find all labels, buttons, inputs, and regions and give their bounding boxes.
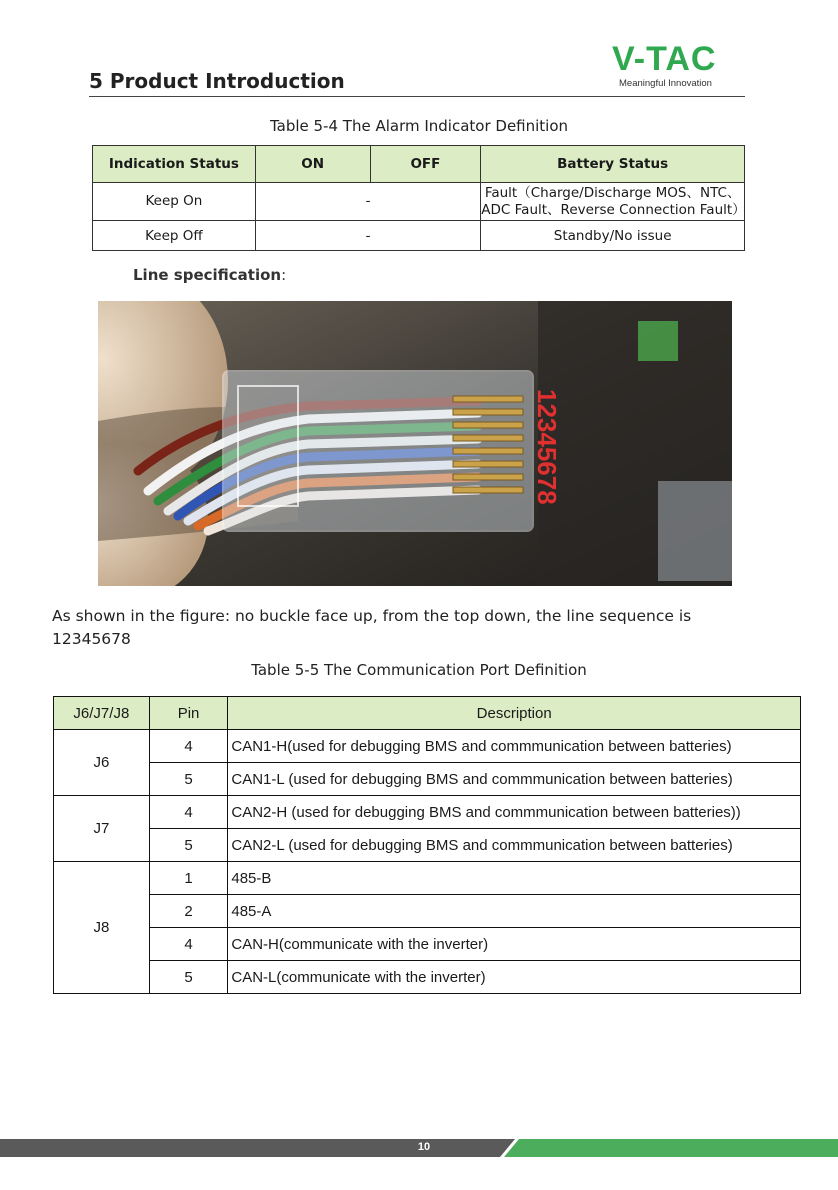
table1-cell-on-off: - [255, 183, 481, 221]
table2-header-description: Description [228, 697, 801, 730]
table-row [54, 763, 801, 796]
description-cell: CAN2-L (used for debugging BMS and commmunication between batteries) [228, 829, 801, 862]
pin-cell: 4 [149, 796, 228, 829]
table-row [93, 183, 745, 221]
port-cell-j7: J7 [54, 796, 150, 862]
line-spec-suffix: : [281, 266, 287, 284]
table-row [54, 796, 801, 829]
table1-cell-status: Keep On [93, 183, 256, 221]
logo-tagline: Meaningful Innovation [619, 78, 712, 89]
table-row [54, 862, 801, 895]
pin-cell: 1 [149, 862, 228, 895]
battery-status-line1: Fault（Charge/Discharge MOS、NTC、 [484, 184, 741, 201]
description-cell: 485-B [228, 862, 801, 895]
table1-header-on: ON [255, 146, 370, 183]
description-cell: 485-A [228, 895, 801, 928]
pin-cell: 4 [149, 928, 228, 961]
table2-header-port: J6/J7/J8 [54, 697, 150, 730]
battery-status-line2: ADC Fault、Reverse Connection Fault） [481, 201, 746, 218]
pin-sequence-label: 12345678 [532, 389, 562, 505]
table-row [54, 730, 801, 763]
table-row [54, 961, 801, 994]
pin-cell: 5 [149, 829, 228, 862]
description-cell: CAN2-H (used for debugging BMS and commmunication between batteries)) [228, 796, 801, 829]
communication-port-table [53, 696, 801, 994]
table-row [93, 221, 745, 251]
pin-cell: 5 [149, 961, 228, 994]
description-cell: CAN-H(communicate with the inverter) [228, 928, 801, 961]
table1-caption: Table 5-4 The Alarm Indicator Definition [269, 117, 569, 135]
table1-header-off: OFF [370, 146, 481, 183]
footer-green-band [504, 1139, 838, 1157]
table2-caption: Table 5-5 The Communication Port Definition [251, 661, 587, 679]
table1-cell-battery [481, 183, 745, 221]
pin-cell: 5 [149, 763, 228, 796]
description-cell: CAN1-H(used for debugging BMS and commmunication between batteries) [228, 730, 801, 763]
table1-cell-battery: Standby/No issue [481, 221, 745, 251]
table1-header-battery-status: Battery Status [481, 146, 745, 183]
line-sequence-paragraph [52, 605, 792, 651]
pin-cell: 2 [149, 895, 228, 928]
port-cell-j6: J6 [54, 730, 150, 796]
table1-cell-status: Keep Off [93, 221, 256, 251]
line-spec-label: Line specification [133, 266, 282, 284]
pin-cell: 4 [149, 730, 228, 763]
table-row [54, 895, 801, 928]
table-row [54, 829, 801, 862]
table1-cell-on-off: - [255, 221, 481, 251]
table1-header-indication-status: Indication Status [93, 146, 256, 183]
logo-wordmark: V-TAC [612, 40, 717, 78]
header-divider [89, 96, 745, 97]
page-number: 10 [417, 1141, 431, 1153]
table2-header-pin: Pin [149, 697, 228, 730]
description-cell: CAN1-L (used for debugging BMS and commmunication between batteries) [228, 763, 801, 796]
table-row [54, 928, 801, 961]
vtac-logo [612, 42, 746, 89]
rj45-connector-photo [98, 301, 732, 586]
line-specification-heading [133, 266, 286, 284]
paragraph-line1: As shown in the figure: no buckle face up, from the top down, the line sequence is [52, 607, 692, 625]
page-section-title: 5 Product Introduction [89, 69, 345, 93]
alarm-indicator-table [92, 145, 745, 251]
port-cell-j8: J8 [54, 862, 150, 994]
description-cell: CAN-L(communicate with the inverter) [228, 961, 801, 994]
paragraph-line2: 12345678 [52, 630, 131, 648]
